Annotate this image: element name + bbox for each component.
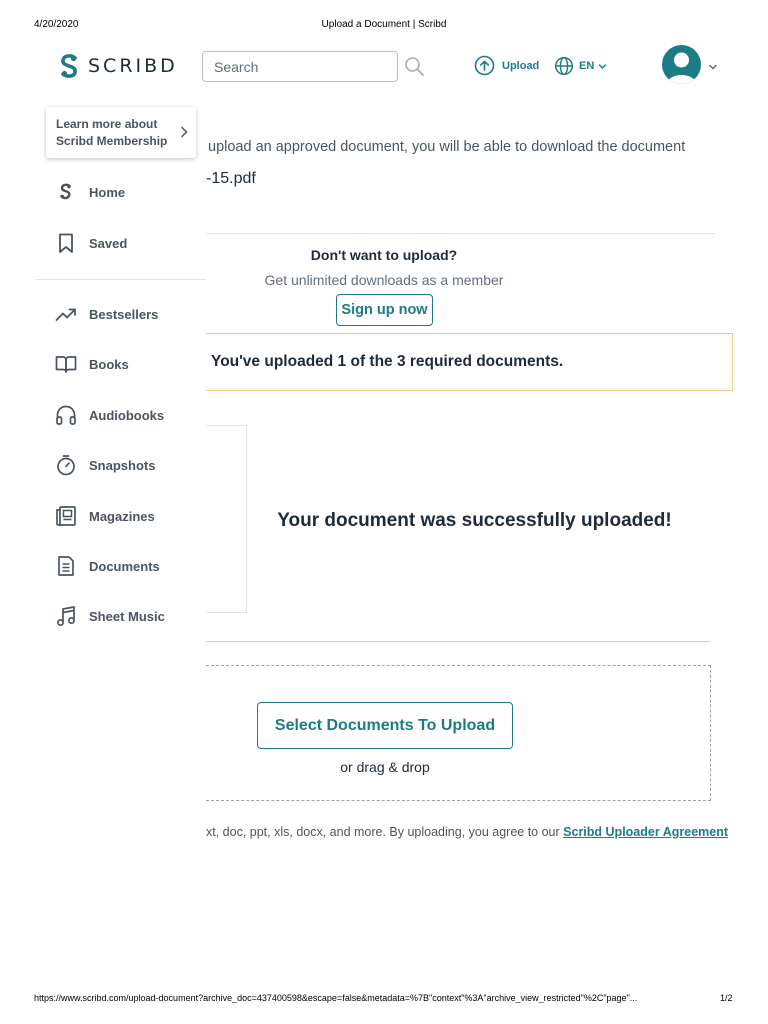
upload-progress-text: You've uploaded 1 of the 3 required documents. <box>211 353 564 370</box>
sidebar-item-bestsellers[interactable] <box>55 303 158 325</box>
print-page-number: 1/2 <box>720 993 733 1003</box>
scribd-logo[interactable] <box>58 53 178 79</box>
chevron-down-icon <box>598 62 607 71</box>
globe-icon <box>554 56 574 76</box>
search-field[interactable] <box>202 51 398 82</box>
sidebar-item-label: Snapshots <box>89 457 156 473</box>
intro-text: upload an approved document, you will be able to download the document <box>208 139 686 155</box>
book-icon <box>55 353 77 375</box>
uploader-agreement-link[interactable]: Scribd Uploader Agreement <box>563 825 729 839</box>
unlimited-downloads-text: Get unlimited downloads as a member <box>264 272 504 288</box>
bookmark-icon <box>55 232 77 254</box>
document-filename: -15.pdf <box>206 170 256 187</box>
supported-formats-text <box>206 825 728 839</box>
upload-arrow-icon <box>474 55 495 76</box>
sidebar-item-label: Audiobooks <box>89 407 165 423</box>
language-selector[interactable] <box>554 56 612 76</box>
sidebar-item-label: Sheet Music <box>89 608 165 624</box>
magazine-icon <box>55 505 77 527</box>
scribd-home-icon <box>55 181 77 203</box>
sidebar-item-label: Magazines <box>89 508 155 524</box>
headphones-icon <box>55 404 77 426</box>
sidebar-item-label: Home <box>89 184 126 200</box>
sidebar-item-label: Books <box>89 356 129 372</box>
formats-text: xt, doc, ppt, xls, docx, and more. By uploading, you agree to our <box>206 825 564 839</box>
sidebar-item-label: Saved <box>89 235 128 251</box>
print-url: https://www.scribd.com/upload-document?archive_doc=437400598&escape=false&metadata=%7B"context"%3A"archive_view_restricted"%2C"page"... <box>34 993 638 1003</box>
sidebar-item-audiobooks[interactable] <box>55 404 164 426</box>
sidebar-item-home[interactable] <box>55 181 125 203</box>
sidebar-divider <box>36 279 206 280</box>
logo-wordmark: SCRIBD <box>88 55 178 77</box>
music-note-icon <box>55 605 77 627</box>
trending-icon <box>55 303 77 325</box>
membership-promo-label: Learn more about Scribd Membership <box>56 117 168 148</box>
language-label: EN <box>579 60 595 72</box>
document-icon <box>55 555 77 577</box>
avatar[interactable] <box>662 45 701 84</box>
sidebar-item-snapshots[interactable] <box>55 454 155 476</box>
select-documents-button[interactable]: Select Documents To Upload <box>257 702 513 749</box>
stopwatch-icon <box>55 454 77 476</box>
search-input[interactable] <box>203 52 397 81</box>
drag-drop-hint: or drag & drop <box>340 759 430 775</box>
upload-label: Upload <box>502 59 540 72</box>
membership-promo-card[interactable] <box>46 107 196 158</box>
divider <box>206 233 715 234</box>
sidebar-item-saved[interactable] <box>55 232 127 254</box>
sidebar-item-books[interactable] <box>55 353 129 375</box>
print-date: 4/20/2020 <box>34 19 79 30</box>
sign-up-button[interactable]: Sign up now <box>336 294 433 326</box>
user-silhouette-icon <box>662 45 701 84</box>
scribd-logo-icon <box>58 53 80 79</box>
chevron-down-icon[interactable] <box>708 63 718 71</box>
sidebar-item-sheet-music[interactable] <box>55 605 165 627</box>
search-icon[interactable] <box>404 56 425 77</box>
sidebar-item-label: Documents <box>89 558 160 574</box>
sidebar-item-documents[interactable] <box>55 555 160 577</box>
document-thumbnail <box>206 425 247 613</box>
dont-want-title: Don't want to upload? <box>310 247 458 263</box>
print-title: Upload a Document | Scribd <box>321 19 447 30</box>
upload-link[interactable] <box>474 55 539 76</box>
chevron-right-icon <box>180 126 188 138</box>
sidebar-item-label: Bestsellers <box>89 306 159 322</box>
divider <box>206 641 710 642</box>
sidebar-item-magazines[interactable] <box>55 505 155 527</box>
upload-success-message: Your document was successfully uploaded! <box>277 510 672 531</box>
